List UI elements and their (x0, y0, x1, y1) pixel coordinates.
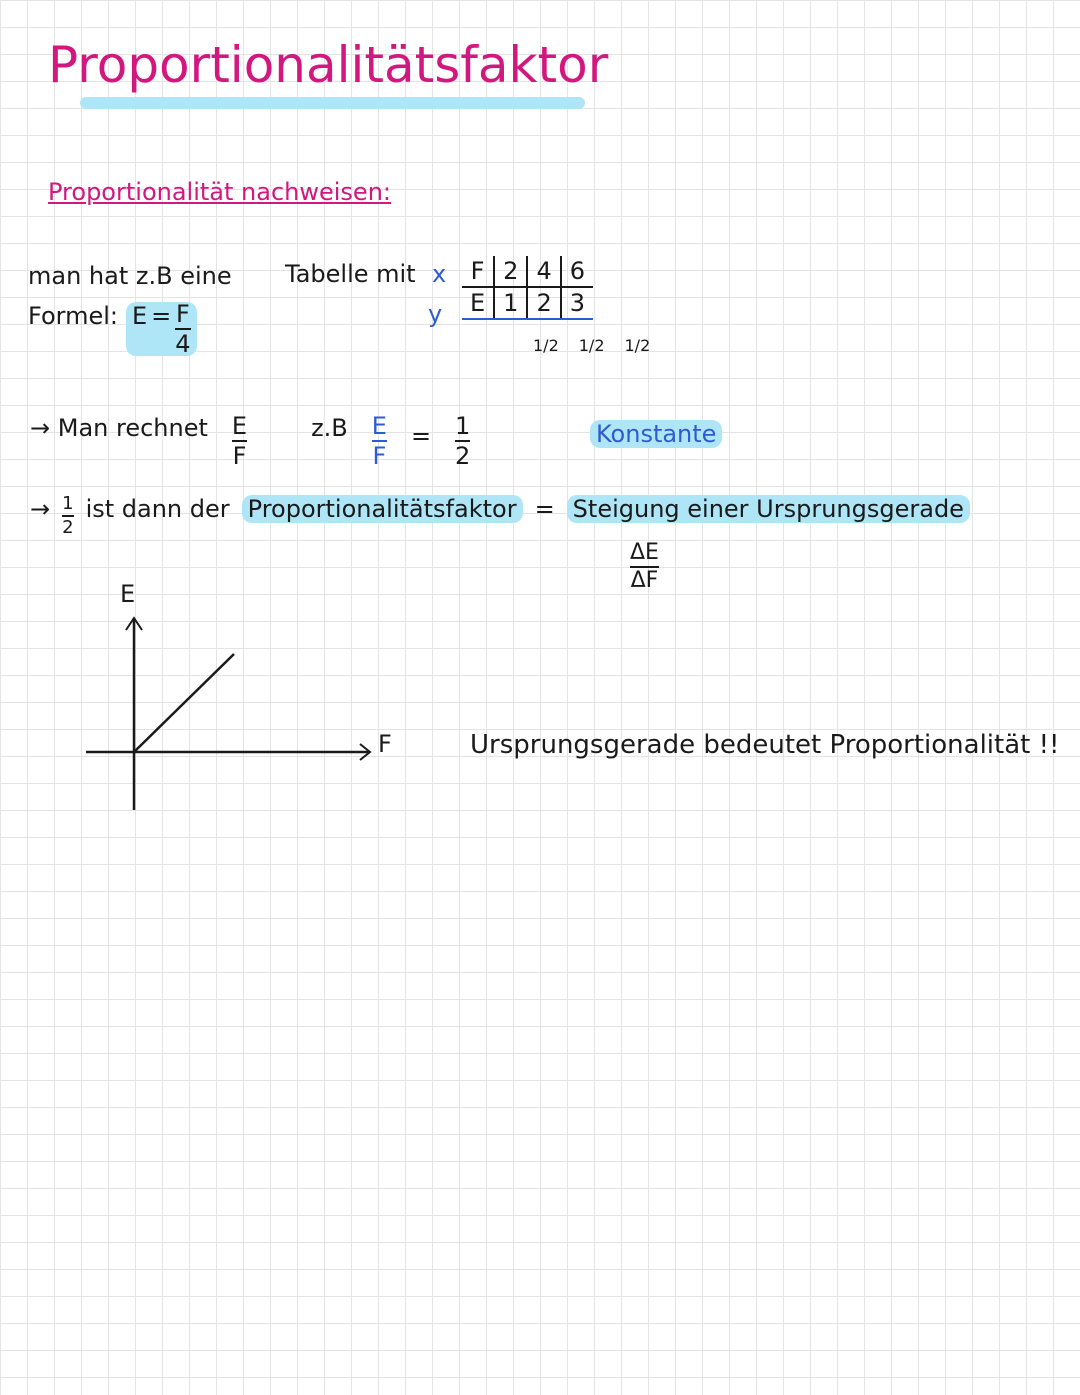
formula-line (28, 302, 197, 356)
table-cell: 4 (527, 256, 560, 287)
formula-highlight (126, 302, 197, 356)
factor-numerator: 1 (62, 493, 74, 514)
step-calculate-text: → Man rechnet (30, 414, 208, 442)
formula-denominator: 4 (175, 330, 191, 358)
table-cell: 2 (494, 256, 527, 287)
conclusion-note: Ursprungsgerade bedeutet Proportionalität !! (470, 730, 1060, 760)
table-cell: 6 (561, 256, 593, 287)
constant-label: Konstante (590, 420, 722, 448)
delta-numerator: ΔE (630, 540, 659, 565)
origin-line (134, 654, 234, 752)
arrow: → (30, 495, 51, 523)
y-axis-label: E (120, 580, 136, 608)
quotient-row (533, 336, 650, 355)
ratio-denominator: F (232, 442, 247, 470)
equals-sign: = (410, 422, 432, 450)
equals-sign: = (534, 495, 555, 523)
factor-denominator: 2 (62, 517, 74, 538)
x-axis-label: F (378, 730, 392, 758)
table-cell: 2 (527, 287, 560, 319)
ratio-fraction (232, 414, 247, 468)
result-denominator: 2 (455, 442, 471, 470)
example-label: z.B (311, 414, 348, 442)
proportionality-graph (80, 610, 380, 820)
table-header-f: F (462, 256, 494, 287)
quotient: 1/2 (578, 336, 605, 355)
ratio-numerator: E (231, 412, 248, 440)
table-header-e: E (462, 287, 494, 319)
table-x-label: x (432, 260, 447, 288)
step-calculate (30, 414, 470, 468)
title-highlight (80, 97, 585, 109)
slope-definition: Steigung einer Ursprungsgerade (567, 495, 970, 523)
formula-lhs: E (131, 302, 148, 330)
formula-eq: = (151, 302, 172, 330)
table-cell: 1 (494, 287, 527, 319)
factor-fraction (62, 495, 73, 537)
delta-denominator: ΔF (630, 568, 659, 593)
formula-numerator: F (176, 300, 190, 328)
factor-text: ist dann der (85, 495, 230, 523)
section-heading: Proportionalität nachweisen: (48, 178, 391, 206)
example-fraction (372, 414, 387, 468)
example-denominator: F (372, 442, 387, 470)
table-y-label: y (428, 300, 443, 328)
example-numerator: E (371, 412, 387, 440)
table-label: Tabelle mit (285, 260, 416, 288)
value-table (462, 256, 593, 320)
intro-line: man hat z.B eine (28, 262, 232, 290)
delta-frac (630, 542, 659, 592)
table-cell: 3 (561, 287, 593, 319)
quotient: 1/2 (624, 336, 651, 355)
result-numerator: 1 (455, 412, 471, 440)
page-title: Proportionalitätsfaktor (48, 36, 609, 94)
step-factor (30, 495, 970, 537)
result-fraction (455, 414, 470, 468)
formula-fraction (175, 302, 190, 356)
factor-term: Proportionalitätsfaktor (242, 495, 523, 523)
quotient: 1/2 (533, 336, 559, 355)
formula-label: Formel: (28, 302, 118, 330)
delta-fraction (630, 540, 659, 592)
